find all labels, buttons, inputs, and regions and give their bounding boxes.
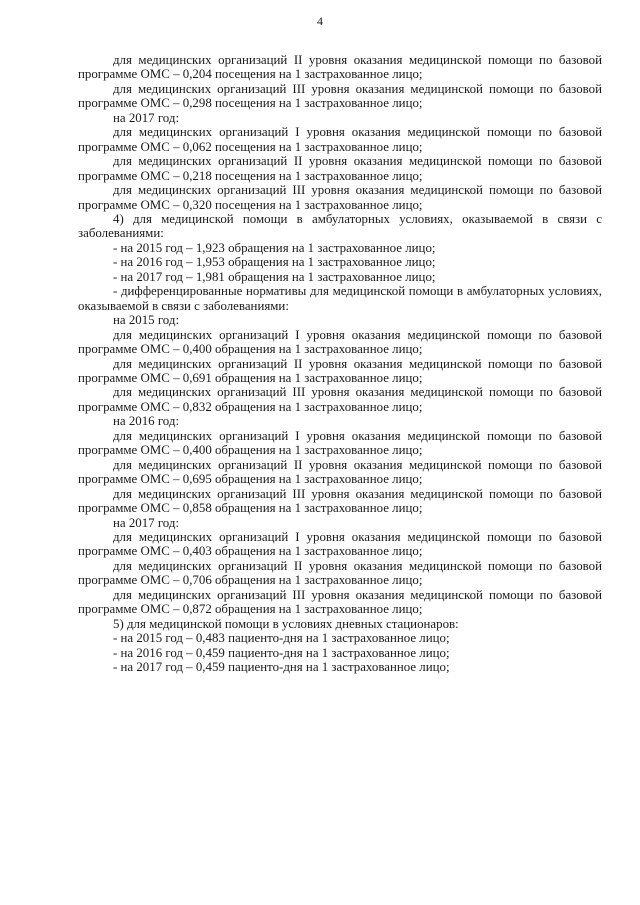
paragraph: для медицинских организаций I уровня оказания медицинской помощи по базовой программе ОМС – 0,403 обращения на 1 застрахованное лицо; — [78, 529, 602, 559]
paragraph: для медицинских организаций II уровня оказания медицинской помощи по базовой программе ОМС – 0,706 обращения на 1 застрахованное лицо; — [78, 558, 602, 588]
page-number: 4 — [317, 14, 323, 28]
paragraph: для медицинских организаций I уровня оказания медицинской помощи по базовой программе ОМС – 0,062 посещения на 1 застрахованное лицо; — [78, 125, 602, 154]
paragraph: для медицинских организаций II уровня оказания медицинской помощи по базовой программе ОМС – 0,691 обращения на 1 застрахованное лицо; — [78, 356, 602, 385]
list-item: - дифференцированные нормативы для медицинской помощи в амбулаторных условиях, оказываемой в связи с заболеваниями: — [78, 284, 602, 313]
paragraph: для медицинских организаций I уровня оказания медицинской помощи по базовой программе ОМС – 0,400 обращения на 1 застрахованное лицо; — [78, 327, 602, 357]
list-item: - на 2015 год – 0,483 пациенто-дня на 1 застрахованное лицо; — [113, 631, 450, 646]
paragraph: для медицинских организаций III уровня оказания медицинской помощи по базовой программе ОМС – 0,320 посещения на 1 застрахованное лицо; — [78, 183, 602, 212]
paragraph: для медицинских организаций III уровня оказания медицинской помощи по базовой программе ОМС – 0,298 посещения на 1 застрахованное лицо; — [78, 81, 602, 111]
year-heading: на 2017 год: — [113, 515, 180, 530]
paragraph: для медицинских организаций II уровня оказания медицинской помощи по базовой программе ОМС – 0,218 посещения на 1 застрахованное лицо; — [78, 154, 602, 183]
paragraph: для медицинских организаций II уровня оказания медицинской помощи по базовой программе ОМС – 0,695 обращения на 1 застрахованное лицо; — [78, 457, 602, 487]
year-heading: на 2015 год: — [113, 313, 180, 328]
list-item: - на 2017 год – 1,981 обращения на 1 застрахованное лицо; — [113, 269, 436, 284]
paragraph: для медицинских организаций II уровня оказания медицинской помощи по базовой программе ОМС – 0,204 посещения на 1 застрахованное лицо; — [78, 53, 602, 82]
paragraph: для медицинских организаций I уровня оказания медицинской помощи по базовой программе ОМС – 0,400 обращения на 1 застрахованное лицо; — [78, 428, 602, 458]
paragraph: для медицинских организаций III уровня оказания медицинской помощи по базовой программе ОМС – 0,858 обращения на 1 застрахованное лицо; — [78, 486, 602, 516]
section-item: 4) для медицинской помощи в амбулаторных условиях, оказываемой в связи с заболеваниями: — [78, 211, 602, 241]
list-item: - на 2015 год – 1,923 обращения на 1 застрахованное лицо; — [113, 240, 436, 255]
list-item: - на 2016 год – 0,459 пациенто-дня на 1 застрахованное лицо; — [113, 645, 450, 660]
year-heading: на 2017 год: — [113, 110, 180, 125]
year-heading: на 2016 год: — [113, 414, 180, 429]
paragraph: для медицинских организаций III уровня оказания медицинской помощи по базовой программе ОМС – 0,872 обращения на 1 застрахованное лицо; — [78, 587, 602, 617]
list-item: - на 2017 год – 0,459 пациенто-дня на 1 застрахованное лицо; — [113, 660, 450, 675]
section-item: 5) для медицинской помощи в условиях дневных стационаров: — [113, 616, 459, 631]
paragraph: для медицинских организаций III уровня оказания медицинской помощи по базовой программе ОМС – 0,832 обращения на 1 застрахованное лицо; — [78, 385, 602, 414]
list-item: - на 2016 год – 1,953 обращения на 1 застрахованное лицо; — [113, 255, 436, 270]
document-body — [78, 53, 602, 674]
